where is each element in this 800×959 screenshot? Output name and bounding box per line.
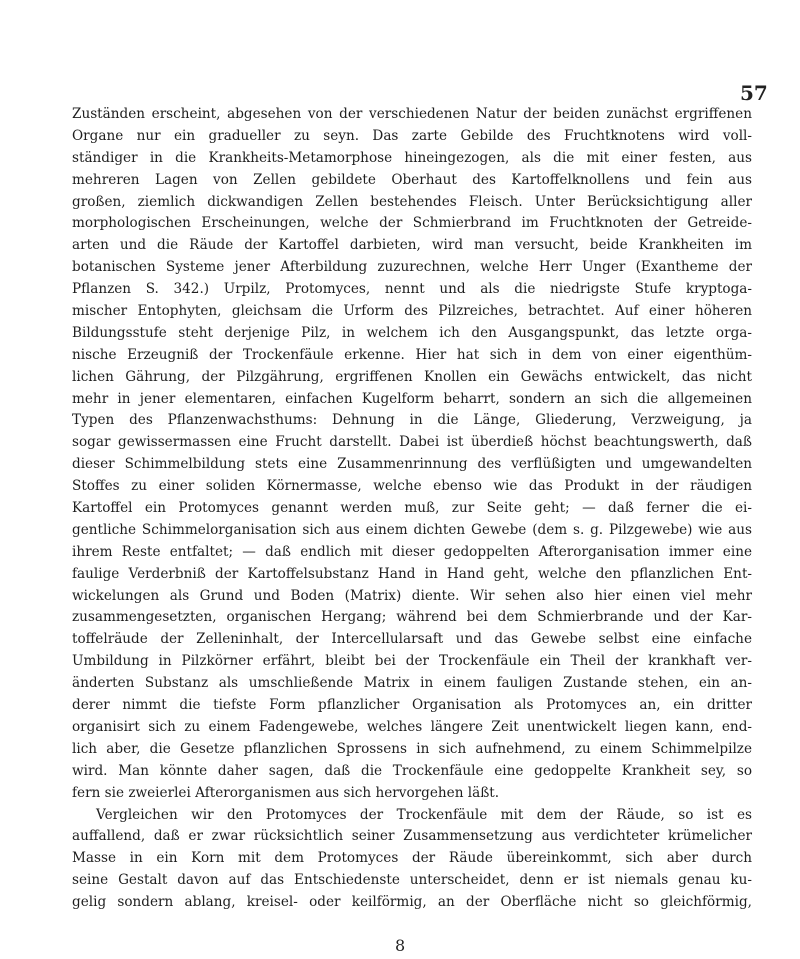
text-line: wickelungen als Grund und Boden (Matrix) diente. Wir sehen also hier einen viel mehr xyxy=(72,587,752,604)
signature-mark: 8 xyxy=(395,936,406,955)
text-line: toffelräude der Zelleninhalt, der Intercellularsaft und das Gewebe selbst eine einfache xyxy=(72,631,752,648)
text-line: änderten Substanz als umschließende Matrix in einem fauligen Zustande stehen, ein an- xyxy=(72,675,752,692)
text-line: gentliche Schimmelorganisation sich aus einem dichten Gewebe (dem s. g. Pilzgewebe) wie aus xyxy=(72,521,752,538)
text-line: lichen Gährung, der Pilzgährung, ergriffenen Knollen ein Gewächs entwickelt, das nicht xyxy=(72,368,752,385)
text-line: ihrem Reste entfaltet; — daß endlich mit dieser gedoppelten Afterorganisation immer eine xyxy=(72,543,752,560)
text-line: nische Erzeugniß der Trockenfäule erkenne. Hier hat sich in dem von einer eigenthüm- xyxy=(72,346,752,363)
text-line: Vergleichen wir den Protomyces der Trockenfäule mit dem der Räude, so ist es xyxy=(96,806,752,823)
text-line: Stoffes zu einer soliden Körnermasse, welche ebenso wie das Produkt in der räudigen xyxy=(72,478,752,495)
text-line: dieser Schimmelbildung stets eine Zusammenrinnung des verflüßigten und umgewandelten xyxy=(72,456,752,473)
text-line: gelig sondern ablang, kreisel- oder keilförmig, an der Oberfläche nicht so gleichförmig, xyxy=(72,894,752,911)
text-line: botanischen Systeme jener Afterbildung zuzurechnen, welche Herr Unger (Exantheme der xyxy=(72,259,752,276)
text-line: morphologischen Erscheinungen, welche der Schmierbrand im Fruchtknoten der Getreide- xyxy=(72,215,752,232)
text-line: Pflanzen S. 342.) Urpilz, Protomyces, nennt und als die niedrigste Stufe kryptoga- xyxy=(72,281,752,298)
text-line: mischer Entophyten, gleichsam die Urform des Pilzreiches, betrachtet. Auf einer höheren xyxy=(72,303,752,320)
text-line: Zuständen erscheint, abgesehen von der verschiedenen Natur der beiden zunächst ergriffenen xyxy=(72,106,752,122)
text-line: wird. Man könnte daher sagen, daß die Trockenfäule eine gedoppelte Krankheit sey, so xyxy=(72,762,752,779)
text-line: Typen des Pflanzenwachsthums: Dehnung in die Länge, Gliederung, Verzweigung, ja xyxy=(72,412,752,429)
text-line: derer nimmt die tiefste Form pflanzlicher Organisation als Protomyces an, ein dritter xyxy=(72,697,752,714)
body-text xyxy=(72,104,752,914)
text-line: Kartoffel ein Protomyces genannt werden muß, zur Seite geht; — daß ferner die ei- xyxy=(72,500,752,517)
text-line: faulige Verderbniß der Kartoffelsubstanz Hand in Hand geht, welche den pflanzlichen Ent- xyxy=(72,565,752,582)
text-line: mehreren Lagen von Zellen gebildete Oberhaut des Kartoffelknollens und fein aus xyxy=(72,171,752,188)
text-line: fern sie zweierlei Afterorganismen aus sich hervorgehen läßt. xyxy=(72,784,500,801)
text-line: zusammengesetzten, organischen Hergang; während bei dem Schmierbrande und der Kar- xyxy=(72,609,752,626)
text-line: arten und die Räude der Kartoffel darbieten, wird man versucht, beide Krankheiten im xyxy=(72,237,752,254)
text-line: seine Gestalt davon auf das Entschiedenste unterscheidet, denn er ist niemals genau ku- xyxy=(72,872,752,889)
text-line: mehr in jener elementaren, einfachen Kugelform beharrt, sondern an sich die allgemeinen xyxy=(72,390,752,407)
text-line: ständiger in die Krankheits-Metamorphose hineingezogen, als die mit einer festen, aus xyxy=(72,149,752,166)
page-number: 57 xyxy=(740,81,768,105)
text-line: lich aber, die Gesetze pflanzlichen Sprossens in sich aufnehmend, zu einem Schimmelpilze xyxy=(72,740,752,757)
text-line: Bildungsstufe steht derjenige Pilz, in welchem ich den Ausgangspunkt, das letzte orga- xyxy=(72,324,752,341)
text-line: Organe nur ein gradueller zu seyn. Das zarte Gebilde des Fruchtknotens wird voll- xyxy=(72,127,752,144)
text-line: sogar gewissermassen eine Frucht darstellt. Dabei ist überdieß höchst beachtungswerth, daß xyxy=(72,434,752,451)
text-line: Umbildung in Pilzkörner erfährt, bleibt bei der Trockenfäule ein Theil der krankhaft ver- xyxy=(72,653,752,670)
text-line: auffallend, daß er zwar rücksichtlich seiner Zusammensetzung aus verdichteter krümelicher xyxy=(72,828,752,845)
text-line: organisirt sich zu einem Fadengewebe, welches längere Zeit unentwickelt liegen kann, end- xyxy=(72,718,752,735)
text-line: Masse in ein Korn mit dem Protomyces der Räude übereinkommt, sich aber durch xyxy=(72,850,752,867)
text-line: großen, ziemlich dickwandigen Zellen bestehendes Fleisch. Unter Berücksichtigung aller xyxy=(72,193,752,210)
